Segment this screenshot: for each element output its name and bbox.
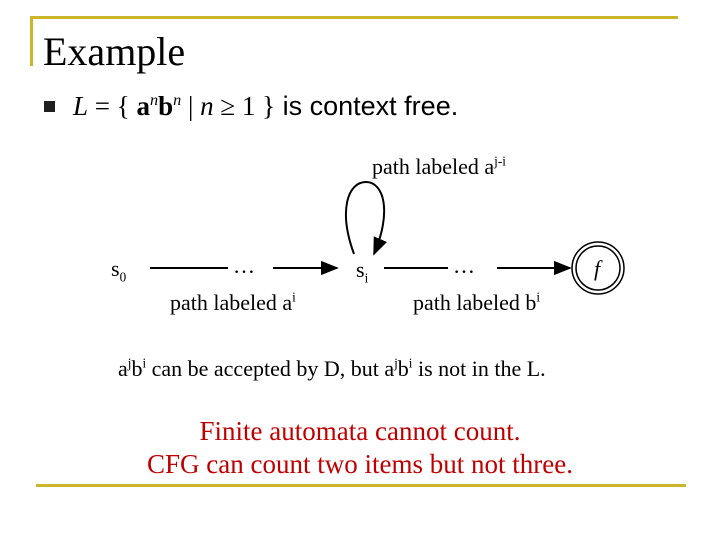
- exponent-n-b: n: [173, 90, 182, 109]
- left-edge-label: path labeled $a^i$: [170, 289, 296, 315]
- dots-right: …: [453, 253, 475, 278]
- state-f: f: [594, 256, 601, 281]
- language-symbol: L: [73, 90, 89, 121]
- bullet-tail: is context free.: [275, 90, 459, 121]
- dots-left: …: [233, 253, 255, 278]
- set-bar: |: [181, 90, 201, 121]
- symbol-a: a: [136, 90, 150, 121]
- state-si: $s_i$: [356, 257, 369, 286]
- caption-text: $a^jb^i$ can be accepted by D, but $a^jb^i$ is not in the L.: [118, 355, 546, 381]
- var-n: n: [200, 90, 214, 121]
- symbol-b: b: [158, 90, 174, 121]
- exponent-n-a: n: [149, 90, 159, 109]
- conclusion-line-2: CFG can count two items but not three.: [147, 449, 573, 479]
- slide-title: Example: [43, 29, 186, 74]
- state-s0: $s_0$: [111, 256, 127, 285]
- conclusion-line-1: Finite automata cannot count.: [199, 416, 521, 446]
- right-edge-label: path labeled $b^i$: [413, 289, 541, 315]
- set-open: = {: [88, 90, 137, 121]
- set-condition: ≥ 1 }: [213, 90, 276, 121]
- self-loop-si: [346, 182, 384, 254]
- loop-label: path labeled $a^{j-i}$: [372, 153, 506, 179]
